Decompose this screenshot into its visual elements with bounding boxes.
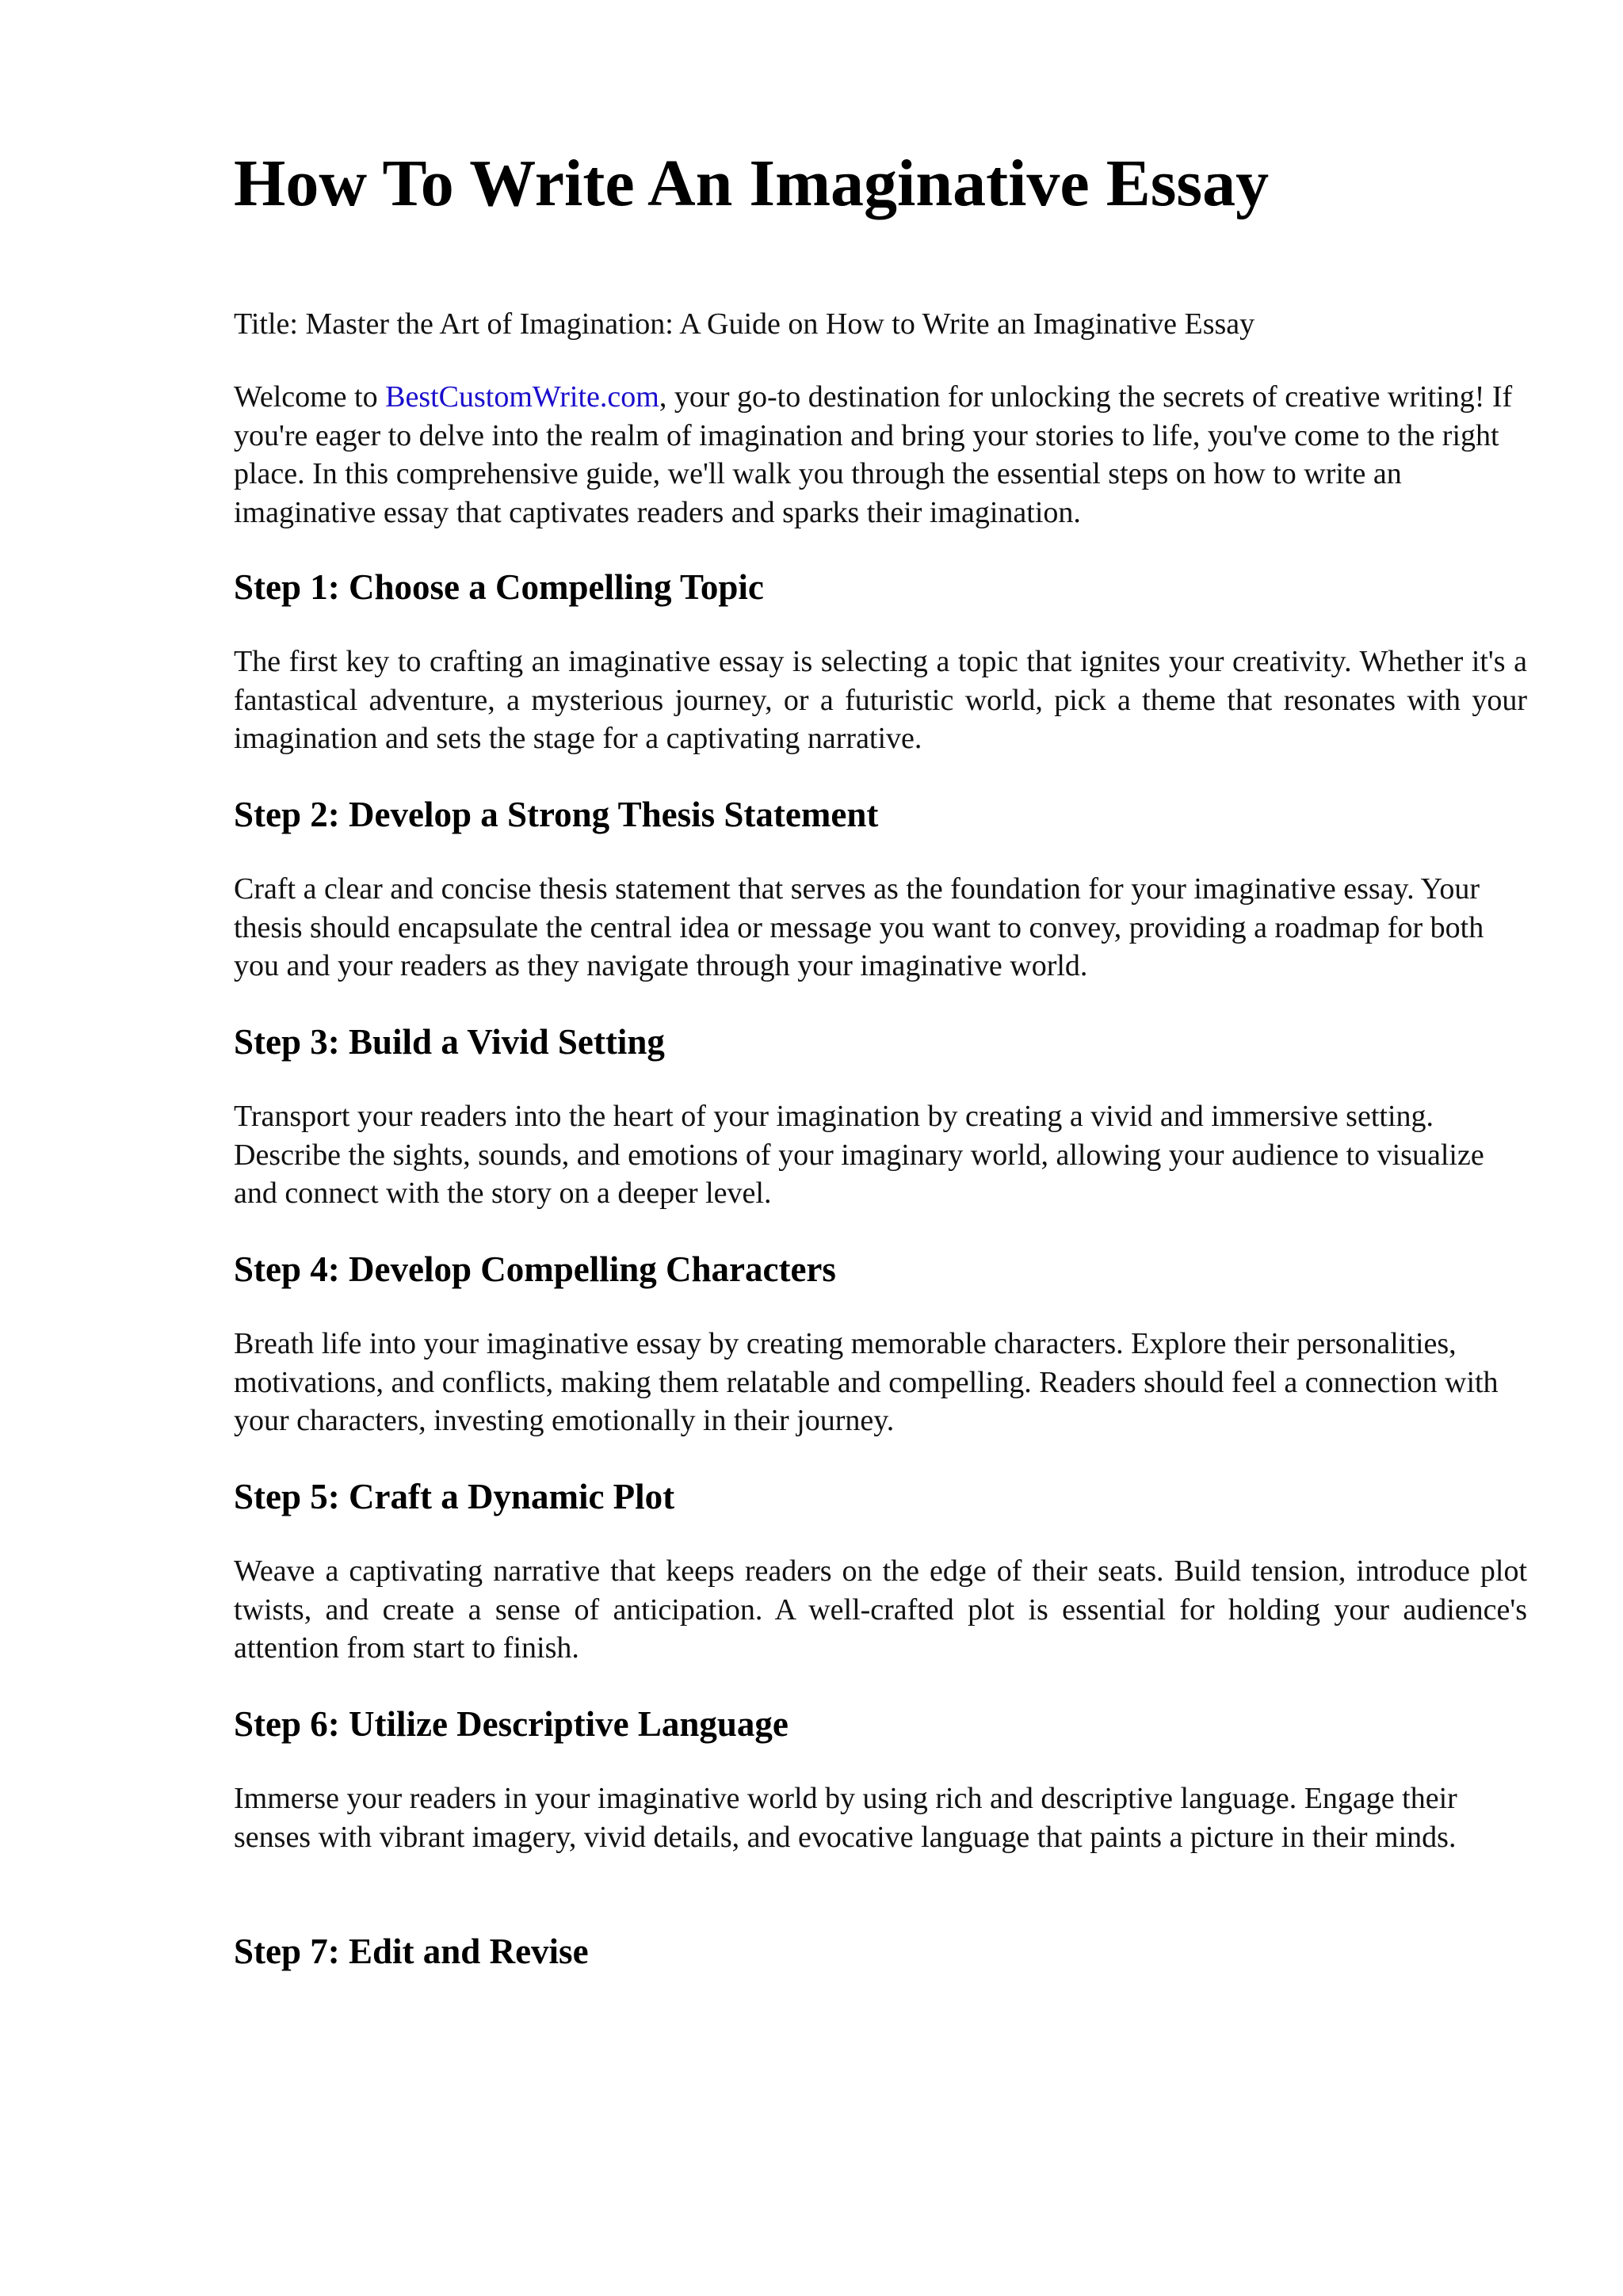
document-subtitle: Title: Master the Art of Imagination: A Guide on How to Write an Imaginative Essay <box>234 307 1255 341</box>
step-6-heading: Step 6: Utilize Descriptive Language <box>234 1704 789 1744</box>
step-1-body: The first key to crafting an imaginative essay is selecting a topic that ignites your creativity. Whether it's a fantastical adventure, a mysterious journey, or a futuristic world, pick a theme that resonates with your imagination and sets the stage for a captivating narrative. <box>234 645 1527 755</box>
intro-paragraph <box>234 378 1527 532</box>
step-3-body: Transport your readers into the heart of your imagination by creating a vivid and immersive setting. Describe the sights, sounds, and emotions of your imaginary world, allowing your audience to visualize and connect with the story on a deeper level. <box>234 1100 1484 1210</box>
step-7-heading: Step 7: Edit and Revise <box>234 1932 589 1971</box>
step-1-heading: Step 1: Choose a Compelling Topic <box>234 567 764 607</box>
document-title: How To Write An Imaginative Essay <box>234 147 1270 220</box>
step-2-body: Craft a clear and concise thesis statement that serves as the foundation for your imaginative essay. Your thesis should encapsulate the central idea or message you want to convey, providing a roadmap for both you and your readers as they navigate through your imaginative world. <box>234 872 1484 982</box>
step-5-body: Weave a captivating narrative that keeps readers on the edge of their seats. Build tension, introduce plot twists, and create a sense of anticipation. A well-crafted plot is essential for holding your audience's attention from start to finish. <box>234 1554 1527 1665</box>
intro-text-before-link: Welcome to <box>234 380 386 414</box>
step-4-heading: Step 4: Develop Compelling Characters <box>234 1249 836 1289</box>
step-2-heading: Step 2: Develop a Strong Thesis Statement <box>234 795 879 834</box>
intro-text-after-link: , your go-to destination for unlocking the secrets of creative writing! If you're eager to delve into the realm of imagination and bring your stories to life, you've come to the right place. In this comprehensive guide, we'll walk you through the essential steps on how to write an imaginative essay that captivates readers and sparks their imagination. <box>234 380 1513 529</box>
site-link[interactable]: BestCustomWrite.com <box>385 380 659 414</box>
step-5-heading: Step 5: Craft a Dynamic Plot <box>234 1477 675 1516</box>
step-3-heading: Step 3: Build a Vivid Setting <box>234 1022 665 1062</box>
step-6-body: Immerse your readers in your imaginative world by using rich and descriptive language. Engage their senses with vibrant imagery, vivid details, and evocative language that paints a picture in their minds. <box>234 1782 1457 1854</box>
step-4-body: Breath life into your imaginative essay by creating memorable characters. Explore their personalities, motivations, and conflicts, making them relatable and compelling. Readers should feel a connection with your characters, investing emotionally in their journey. <box>234 1327 1499 1437</box>
